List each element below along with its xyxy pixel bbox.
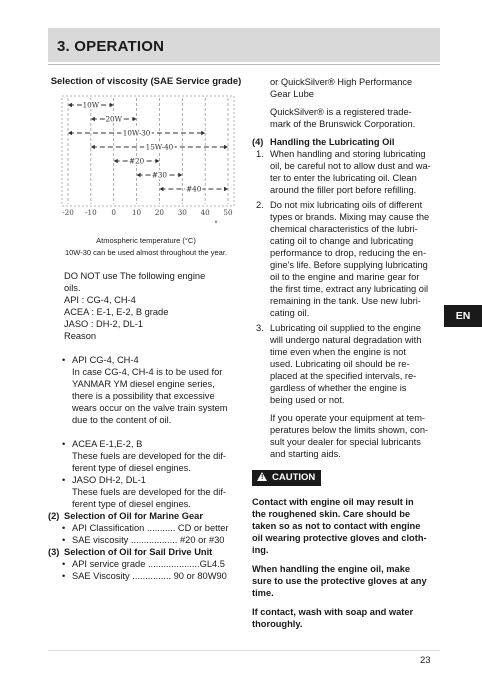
range-arrow-left <box>68 131 72 135</box>
bullet-acea-line: ferent type of diesel engines. <box>72 463 191 473</box>
range-arrow-left <box>159 187 163 191</box>
range-arrow-right <box>133 117 137 121</box>
grade-label: 10W-30 <box>122 128 151 138</box>
axis-tick-label: 0 <box>111 208 117 217</box>
handling-item-line: Lubricating oil supplied to the engine <box>270 323 421 333</box>
sec3-item <box>48 570 244 582</box>
axis-tick-label: 20 <box>154 208 165 217</box>
handling-item-line: placed at the specified intervals, re- <box>270 371 417 381</box>
page-number: 23 <box>420 655 431 666</box>
viscosity-chart-svg <box>54 92 238 236</box>
handling-item-line: used. Lubricating oil should be re- <box>270 359 410 369</box>
handling-item-number: 2. <box>256 200 264 210</box>
section-2-heading <box>48 510 244 522</box>
range-arrow-left <box>91 145 95 149</box>
handling-item-line: performance to drop, reducing the en- <box>270 248 427 258</box>
caution-line: the roughened skin. Care should be <box>252 509 411 519</box>
viscosity-chart <box>54 92 238 236</box>
gear-lube-line: or QuickSilver® High Performance <box>270 77 413 87</box>
bullet-mark: • <box>62 475 66 485</box>
item3-extra <box>252 406 442 460</box>
left-column <box>48 76 244 582</box>
bullet-mark: • <box>62 571 66 581</box>
section-title: 3. OPERATION <box>57 38 165 55</box>
bullet-mark: • <box>62 535 66 545</box>
gear-lube-line: Gear Lube <box>270 89 314 99</box>
reason-line: Reason <box>64 331 97 341</box>
handling-item-line: around the filler port before refilling. <box>270 185 417 195</box>
viscosity-title: Selection of viscosity (SAE Service grade) <box>50 76 242 87</box>
handling-item-line: oil, be careful not to allow dust and wa- <box>270 161 431 171</box>
axis-tick-label: 10 <box>131 208 142 217</box>
caution-line: time. <box>252 588 274 598</box>
language-tab-en: EN <box>444 305 482 327</box>
caution-line: When handling the engine oil, make <box>252 564 411 574</box>
grade-label: 10W <box>82 100 100 110</box>
handling-item-line: will undergo natural degradation with <box>270 335 422 345</box>
caution-label: CAUTION <box>272 472 316 483</box>
do-not-use-line-2: oils. <box>64 283 81 293</box>
axis-tick-label: -20 <box>62 208 74 217</box>
section-3-title: Selection of Oil for Sail Drive Unit <box>64 547 213 557</box>
bullet-api-line: wears occur on the valve train system <box>72 403 228 413</box>
grade-label: #20 <box>128 156 145 166</box>
bullet-jaso <box>48 474 244 486</box>
sec2-item-text: SAE viscosity .................. #20 or #30 <box>72 535 225 545</box>
section-2-title: Selection of Oil for Marine Gear <box>64 511 203 521</box>
caution-line: thoroughly. <box>252 619 303 629</box>
bullet-api-line: there is a possibility that excessive <box>72 391 215 401</box>
bullet-acea-head: ACEA E-1,E-2, B <box>72 439 143 449</box>
sec2-item <box>48 534 244 546</box>
header-divider <box>48 64 440 65</box>
item3-extra-line: sult your dealer for special lubricants <box>270 437 421 447</box>
sec3-item <box>48 558 244 570</box>
handling-item-line: types or brands. Mixing may cause the <box>270 212 430 222</box>
caution-line: ing. <box>252 545 269 555</box>
handling-item-line: cating oil to change and lubricating <box>270 236 414 246</box>
range-arrow-right <box>155 159 159 163</box>
section-2-number: (2) <box>48 511 60 521</box>
handling-item-line: gine's life. Before supplying lubricating <box>270 260 428 270</box>
bullet-api-head: API CG-4, CH-4 <box>72 355 139 365</box>
bullet-api-line: In case CG-4, CH-4 is to be used for <box>72 367 223 377</box>
acea-line: ACEA : E-1, E-2, B grade <box>64 307 169 317</box>
handling-item-line: Do not mix lubricating oils of different <box>270 200 423 210</box>
handling-item-line: oil to the engine and marine gear for <box>270 272 420 282</box>
do-not-use-line-1: DO NOT use The following engine <box>64 271 206 281</box>
right-column <box>252 76 442 630</box>
caution-text-3 <box>252 606 442 630</box>
sec2-item <box>48 522 244 534</box>
do-not-use-block <box>64 270 244 342</box>
handling-item <box>252 148 442 196</box>
jaso-line: JASO : DH-2, DL-1 <box>64 319 144 329</box>
handling-item-line: time even when the engine is not <box>270 347 406 357</box>
range-arrow-left <box>91 117 95 121</box>
bullet-jaso-line: ferent type of diesel engines. <box>72 499 191 509</box>
footer-divider <box>48 650 440 651</box>
gear-lube-block <box>270 76 442 130</box>
sec2-item-text: API Classification ........... CD or better <box>72 523 229 533</box>
trademark-line: QuickSilver® is a registered trade- <box>270 107 412 117</box>
sec3-item-text: API service grade ....................GL4.5 <box>72 559 225 569</box>
range-arrow-right <box>110 103 114 107</box>
bullet-mark: • <box>62 439 66 449</box>
trademark-line: mark of the Brunswick Corporation. <box>270 119 416 129</box>
caution-text-1 <box>252 496 442 556</box>
chart-note: 10W-30 can be used almost throughout the year. <box>64 248 228 257</box>
section-3-heading <box>48 546 244 558</box>
item3-extra-line: If you operate your equipment at tem- <box>270 413 426 423</box>
bullet-api-line: YANMAR YM diesel engine series, <box>72 379 215 389</box>
grade-label: #40 <box>186 184 202 194</box>
handling-item-line: remaining in the tank. Use new lubri- <box>270 296 421 306</box>
grade-label: #30 <box>151 170 168 180</box>
bullet-acea-line: These fuels are developed for the dif- <box>72 451 227 461</box>
api-line: API : CG-4, CH-4 <box>64 295 136 305</box>
bullet-api <box>48 354 244 366</box>
axis-tick-label: 50 <box>223 208 233 217</box>
handling-items <box>252 148 442 406</box>
handling-item-line: cating oil. <box>270 308 310 318</box>
range-arrow-right <box>201 131 205 135</box>
axis-tick-label: 40 <box>200 208 210 217</box>
section-4-title: Handling the Lubricating Oil <box>270 137 395 147</box>
caution-line: Contact with engine oil may result in <box>252 497 414 507</box>
grade-label: 15W-40 <box>145 142 174 152</box>
axis-tick-label: -10 <box>85 208 97 217</box>
grade-label: 20W <box>105 114 122 124</box>
bullet-jaso-line: These fuels are developed for the dif- <box>72 487 227 497</box>
range-arrow-right <box>224 145 228 149</box>
bullet-api-text <box>48 366 244 426</box>
handling-item-line: ter to enter the lubricating oil. Clean <box>270 173 417 183</box>
caution-line: sure to use the protective gloves at any <box>252 576 427 586</box>
bullet-api-line: due to the content of oil. <box>72 415 172 425</box>
bullet-mark: • <box>62 355 66 365</box>
caution-badge <box>252 470 321 486</box>
handling-item <box>252 199 442 319</box>
caution-text-2 <box>252 563 442 599</box>
degree-mark: ° <box>214 220 218 228</box>
range-arrow-left <box>137 173 141 177</box>
section-4-number: (4) <box>252 137 264 147</box>
range-arrow-right <box>178 173 182 177</box>
handling-item-line: When handling and storing lubricating <box>270 149 426 159</box>
range-arrow-left <box>114 159 118 163</box>
item3-extra-line: and starting aids. <box>270 449 341 459</box>
chart-axis-caption: Atmospheric temperature (°C) <box>96 236 196 245</box>
item3-extra-line: peratures below the limits shown, con- <box>270 425 429 435</box>
handling-item-line: the first time, extract any lubricating oil <box>270 284 429 294</box>
range-arrow-right <box>224 187 228 191</box>
bullet-mark: • <box>62 559 66 569</box>
handling-item-number: 1. <box>256 149 264 159</box>
handling-item <box>252 322 442 406</box>
range-arrow-left <box>68 103 72 107</box>
bullet-jaso-text <box>48 486 244 510</box>
caution-line: oil wearing protective gloves and cloth- <box>252 533 427 543</box>
handling-item-line: gardless of whether the engine is <box>270 383 407 393</box>
warning-mark: ! <box>261 474 264 481</box>
caution-line: If contact, wash with soap and water <box>252 607 414 617</box>
warning-triangle-icon <box>257 472 267 481</box>
handling-item-number: 3. <box>256 323 264 333</box>
handling-item-line: chemical characteristics of the lubri- <box>270 224 418 234</box>
handling-item-line: being used or not. <box>270 395 345 405</box>
bullet-jaso-head: JASO DH-2, DL-1 <box>72 475 146 485</box>
axis-tick-label: 30 <box>177 208 187 217</box>
bullet-mark: • <box>62 523 66 533</box>
sec3-item-text: SAE Viscosity ............... 90 or 80W90 <box>72 571 227 581</box>
section-3-number: (3) <box>48 547 60 557</box>
bullet-acea-text <box>48 450 244 474</box>
section-4-heading <box>252 136 442 148</box>
bullet-acea <box>48 438 244 450</box>
caution-line: taken so as not to contact with engine <box>252 521 421 531</box>
